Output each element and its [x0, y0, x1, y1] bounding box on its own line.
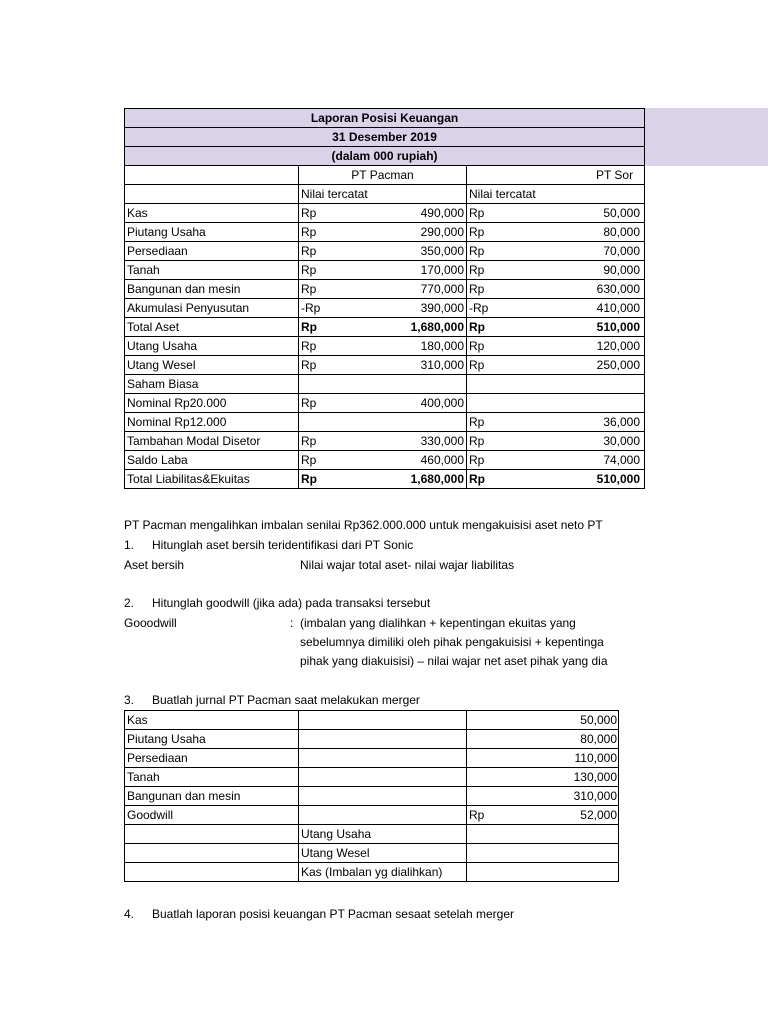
row-value-a: 350,000: [321, 242, 467, 261]
journal-currency: Rp: [467, 806, 489, 825]
row-value-b: 36,000: [489, 413, 645, 432]
journal-debit-account: Kas: [125, 711, 299, 730]
row-currency-b: Rp: [467, 413, 489, 432]
journal-amount: 310,000: [489, 787, 619, 806]
row-value-b: 510,000: [489, 470, 645, 489]
report-date: 31 Desember 2019: [125, 128, 645, 147]
row-currency-b: Rp: [467, 280, 489, 299]
row-currency-a: Rp: [299, 470, 321, 489]
row-value-a: [321, 413, 467, 432]
q1-label: Aset bersih: [124, 558, 185, 572]
journal-debit-account: [125, 825, 299, 844]
row-currency-b: Rp: [467, 318, 489, 337]
row-value-a: 460,000: [321, 451, 467, 470]
row-label: Nominal Rp12.000: [125, 413, 299, 432]
row-value-b: 630,000: [489, 280, 645, 299]
journal-currency: [467, 825, 489, 844]
q2-question: Hitunglah goodwill (jika ada) pada transaksi tersebut: [152, 596, 431, 610]
row-value-b: 70,000: [489, 242, 645, 261]
journal-currency: [467, 730, 489, 749]
balance-row: [125, 261, 645, 280]
row-value-b: 120,000: [489, 337, 645, 356]
journal-credit-account: [299, 730, 467, 749]
journal-amount: 110,000: [489, 749, 619, 768]
row-currency-b: Rp: [467, 451, 489, 470]
q2-line-1: (imbalan yang dialihkan + kepentingan ekuitas yang: [300, 616, 576, 630]
journal-credit-account: [299, 749, 467, 768]
journal-debit-account: [125, 844, 299, 863]
journal-amount: [489, 844, 619, 863]
row-label: Kas: [125, 204, 299, 223]
row-currency-a: Rp: [299, 356, 321, 375]
journal-credit-account: Utang Wesel: [299, 844, 467, 863]
row-label: Utang Usaha: [125, 337, 299, 356]
row-currency-a: Rp: [299, 432, 321, 451]
q3-number: 3.: [124, 693, 135, 707]
journal-amount: [489, 825, 619, 844]
journal-amount: 80,000: [489, 730, 619, 749]
row-label: Bangunan dan mesin: [125, 280, 299, 299]
row-value-a: 490,000: [321, 204, 467, 223]
journal-debit-account: Goodwill: [125, 806, 299, 825]
row-currency-b: Rp: [467, 242, 489, 261]
row-value-a: 1,680,000: [321, 470, 467, 489]
row-currency-a: Rp: [299, 337, 321, 356]
row-value-b: 74,000: [489, 451, 645, 470]
row-currency-a: Rp: [299, 318, 321, 337]
journal-amount: 130,000: [489, 768, 619, 787]
row-value-a: 770,000: [321, 280, 467, 299]
balance-row: [125, 356, 645, 375]
balance-row: [125, 413, 645, 432]
journal-table: [124, 710, 619, 882]
row-currency-b: Rp: [467, 470, 489, 489]
row-value-a: 400,000: [321, 394, 467, 413]
row-label: Saham Biasa: [125, 375, 299, 394]
row-label: Nominal Rp20.000: [125, 394, 299, 413]
journal-amount: 50,000: [489, 711, 619, 730]
balance-row: [125, 299, 645, 318]
balance-row: [125, 451, 645, 470]
q4-question: Buatlah laporan posisi keuangan PT Pacman sesaat setelah merger: [152, 907, 514, 921]
journal-debit-account: [125, 863, 299, 882]
journal-currency: [467, 863, 489, 882]
balance-row: [125, 337, 645, 356]
balance-row: [125, 375, 645, 394]
q2-label: Gooodwill: [124, 616, 177, 630]
row-currency-b: Rp: [467, 337, 489, 356]
row-value-b: [489, 394, 645, 413]
row-currency-b: Rp: [467, 223, 489, 242]
journal-amount: 52,000: [489, 806, 619, 825]
journal-currency: [467, 768, 489, 787]
row-currency-a: -Rp: [299, 299, 321, 318]
q4-number: 4.: [124, 907, 135, 921]
balance-row: [125, 318, 645, 337]
q1-answer: Nilai wajar total aset- nilai wajar liabilitas: [300, 558, 515, 572]
intro-text: PT Pacman mengalihkan imbalan senilai Rp362.000.000 untuk mengakuisisi aset neto PT: [124, 518, 603, 532]
journal-row: [125, 806, 619, 825]
row-currency-b: Rp: [467, 261, 489, 280]
report-title: Laporan Posisi Keuangan: [125, 109, 645, 128]
journal-currency: [467, 749, 489, 768]
row-currency-a: [299, 413, 321, 432]
journal-credit-account: Utang Usaha: [299, 825, 467, 844]
row-label: Utang Wesel: [125, 356, 299, 375]
column-a-header: Nilai tercatat: [299, 185, 467, 204]
company-a-header: PT Pacman: [299, 166, 467, 185]
row-value-b: 50,000: [489, 204, 645, 223]
row-value-b: 90,000: [489, 261, 645, 280]
row-currency-b: Rp: [467, 204, 489, 223]
row-value-b: 510,000: [489, 318, 645, 337]
journal-row: [125, 787, 619, 806]
row-label: Persediaan: [125, 242, 299, 261]
journal-row: [125, 863, 619, 882]
journal-row: [125, 825, 619, 844]
row-currency-a: Rp: [299, 280, 321, 299]
q1-question: Hitunglah aset bersih teridentifikasi dari PT Sonic: [152, 538, 414, 552]
balance-row: [125, 223, 645, 242]
balance-row: [125, 470, 645, 489]
balance-sheet-table: [124, 108, 645, 489]
row-value-a: 170,000: [321, 261, 467, 280]
q2-line-3: pihak yang diakuisisi) – nilai wajar net aset pihak yang dia: [300, 654, 608, 668]
balance-row: [125, 242, 645, 261]
journal-currency: [467, 787, 489, 806]
journal-row: [125, 711, 619, 730]
balance-row: [125, 204, 645, 223]
row-label: Akumulasi Penyusutan: [125, 299, 299, 318]
row-currency-a: Rp: [299, 261, 321, 280]
row-value-b: 30,000: [489, 432, 645, 451]
q3-question: Buatlah jurnal PT Pacman saat melakukan merger: [152, 693, 420, 707]
q1-number: 1.: [124, 538, 135, 552]
column-b-header: Nilai tercatat: [467, 185, 645, 204]
row-label: Tanah: [125, 261, 299, 280]
row-value-b: 410,000: [489, 299, 645, 318]
row-value-a: 330,000: [321, 432, 467, 451]
row-currency-b: [467, 394, 489, 413]
row-currency-a: Rp: [299, 242, 321, 261]
row-label: Saldo Laba: [125, 451, 299, 470]
journal-amount: [489, 863, 619, 882]
row-label: Total Aset: [125, 318, 299, 337]
journal-credit-account: Kas (Imbalan yg dialihkan): [299, 863, 467, 882]
journal-currency: [467, 844, 489, 863]
row-label: Tambahan Modal Disetor: [125, 432, 299, 451]
row-value-a: 310,000: [321, 356, 467, 375]
q2-colon: :: [290, 616, 294, 630]
q2-line-2: sebelumnya dimiliki oleh pihak pengakuisisi + kepentinga: [300, 635, 604, 649]
row-currency-a: Rp: [299, 223, 321, 242]
row-value-b: [489, 375, 645, 394]
journal-debit-account: Tanah: [125, 768, 299, 787]
q2-number: 2.: [124, 596, 135, 610]
company-b-header: PT Sor: [467, 166, 645, 185]
journal-debit-account: Piutang Usaha: [125, 730, 299, 749]
journal-debit-account: Bangunan dan mesin: [125, 787, 299, 806]
row-currency-a: Rp: [299, 394, 321, 413]
journal-row: [125, 768, 619, 787]
row-currency-b: Rp: [467, 356, 489, 375]
row-currency-a: Rp: [299, 451, 321, 470]
row-currency-a: [299, 375, 321, 394]
journal-credit-account: [299, 787, 467, 806]
journal-currency: [467, 711, 489, 730]
row-value-a: 390,000: [321, 299, 467, 318]
row-value-b: 250,000: [489, 356, 645, 375]
balance-row: [125, 280, 645, 299]
report-unit: (dalam 000 rupiah): [125, 147, 645, 166]
row-currency-b: Rp: [467, 432, 489, 451]
row-value-a: [321, 375, 467, 394]
journal-row: [125, 749, 619, 768]
balance-row: [125, 432, 645, 451]
journal-debit-account: Persediaan: [125, 749, 299, 768]
row-label: Piutang Usaha: [125, 223, 299, 242]
row-currency-b: -Rp: [467, 299, 489, 318]
row-currency-b: [467, 375, 489, 394]
balance-row: [125, 394, 645, 413]
row-value-a: 290,000: [321, 223, 467, 242]
journal-row: [125, 844, 619, 863]
journal-credit-account: [299, 806, 467, 825]
row-label: Total Liabilitas&Ekuitas: [125, 470, 299, 489]
journal-credit-account: [299, 768, 467, 787]
row-currency-a: Rp: [299, 204, 321, 223]
row-value-a: 1,680,000: [321, 318, 467, 337]
journal-credit-account: [299, 711, 467, 730]
journal-row: [125, 730, 619, 749]
row-value-a: 180,000: [321, 337, 467, 356]
row-value-b: 80,000: [489, 223, 645, 242]
